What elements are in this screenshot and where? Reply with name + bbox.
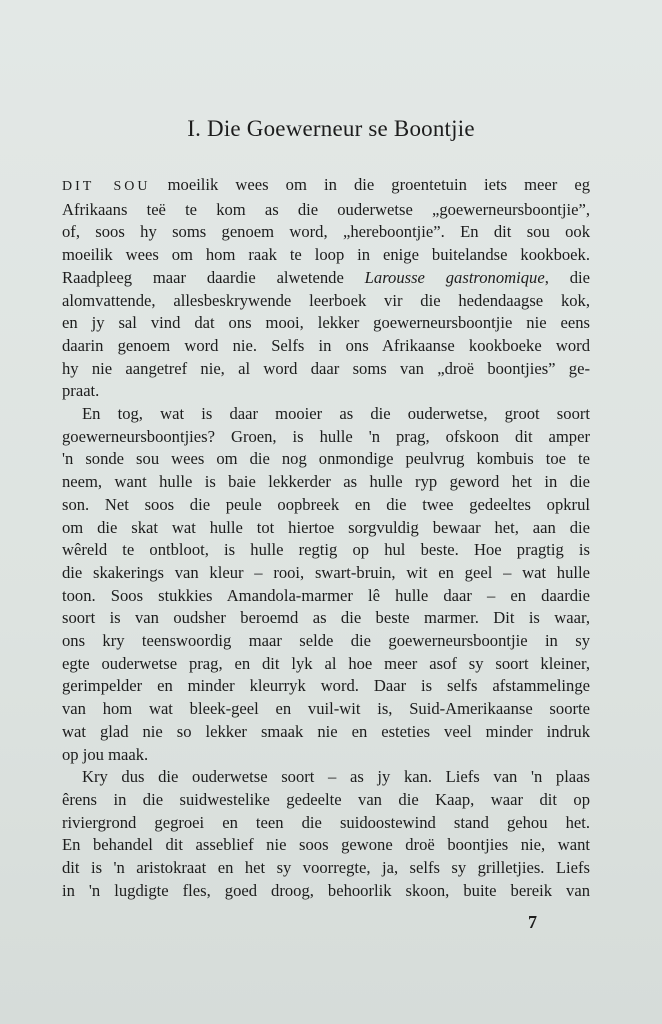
text-line: in 'n lugdigte fles, goed droog, behoorlik skoon, buite bereik van bbox=[62, 880, 590, 900]
text-line: egte ouderwetse prag, en dit lyk al hoe meer asof sy soort kleiner, bbox=[62, 653, 590, 673]
text-line: wêreld te ontbloot, is hulle regtig op hul beste. Hoe pragtig is bbox=[62, 540, 590, 560]
text-line: soort is van oudsher beroemd as die beste marmer. Dit is waar, bbox=[62, 608, 590, 628]
text-line: daarin genoem word nie. Selfs in ons Afrikaanse kookboeke word bbox=[62, 335, 590, 355]
text-line: riviergrond gegroei en teen die suidoostewind stand gehou het. bbox=[62, 812, 590, 832]
chapter-title: I. Die Goewerneur se Boontjie bbox=[187, 116, 475, 141]
text-line: die skakerings van kleur – rooi, swart-bruin, wit en geel – wat hulle bbox=[62, 562, 590, 582]
text-line: wat glad nie so lekker smaak nie en esteties veel minder indruk bbox=[62, 721, 590, 741]
text-line: ons kry teenswoordig maar selde die goewerneursboontjie in sy bbox=[62, 631, 590, 651]
text-line: son. Net soos die peule oopbreek en die twee gedeeltes opkrul bbox=[62, 494, 590, 514]
text-line: neem, want hulle is baie lekkerder as hulle ryp geword het in die bbox=[62, 472, 590, 492]
paragraph-1 bbox=[62, 174, 590, 403]
text-line: moeilik wees om hom raak te loop in enige buitelandse kookboek. bbox=[62, 245, 590, 265]
text-line: toon. Soos stukkies Amandola-marmer lê hulle daar – en daardie bbox=[62, 585, 590, 605]
text-line: êrens in die suidwestelike gedeelte van die Kaap, waar dit op bbox=[62, 789, 590, 809]
text-line: En behandel dit asseblief nie soos gewone droë boontjies nie, want bbox=[62, 835, 590, 855]
text-line: Kry dus die ouderwetse soort – as jy kan. Liefs van 'n plaas bbox=[82, 767, 590, 787]
paragraph-3 bbox=[62, 766, 590, 902]
text-line: en jy sal vind dat ons mooi, lekker goewerneursboontjie nie eens bbox=[62, 313, 590, 333]
text-line: of, soos hy soms genoem word, „hereboontjie”. En dit sou ook bbox=[62, 222, 590, 242]
text-line: En tog, wat is daar mooier as die ouderwetse, groot soort bbox=[82, 404, 590, 424]
text-line: dit is 'n aristokraat en het sy voorregte, ja, selfs sy grilletjies. Liefs bbox=[62, 858, 590, 878]
text-line: DIT SOU moeilik wees om in die groentetuin iets meer eg bbox=[62, 175, 591, 194]
text-line: op jou maak. bbox=[62, 744, 149, 764]
text-line: van hom wat bleek-geel en vuil-wit is, Suid-Amerikaanse soorte bbox=[62, 699, 590, 719]
text-line: Raadpleeg maar daardie alwetende Larousse gastronomique, die bbox=[62, 267, 590, 287]
text-line: Afrikaans teë te kom as die ouderwetse „goewerneursboontjie”, bbox=[62, 199, 590, 219]
text-line: gerimpelder en minder kleurryk word. Daar is selfs afstammelinge bbox=[62, 676, 590, 696]
paragraph-2 bbox=[62, 403, 590, 766]
text-line: om die skat wat hulle tot hiertoe sorgvuldig bewaar het, aan die bbox=[62, 517, 590, 537]
text-line: praat. bbox=[62, 381, 100, 401]
text-line: goewerneursboontjies? Groen, is hulle 'n prag, ofskoon dit amper bbox=[62, 426, 590, 446]
text-line: 'n sonde sou wees om die nog onmondige peulvrug kombuis toe te bbox=[62, 449, 590, 469]
text-line: hy nie aangetref nie, al word daar soms van „droë boontjies” ge- bbox=[62, 358, 590, 378]
text-line: alomvattende, allesbeskrywende leerboek vir die hedendaagse kok, bbox=[62, 290, 590, 310]
page-number: 7 bbox=[528, 912, 537, 932]
body-text bbox=[62, 174, 590, 903]
